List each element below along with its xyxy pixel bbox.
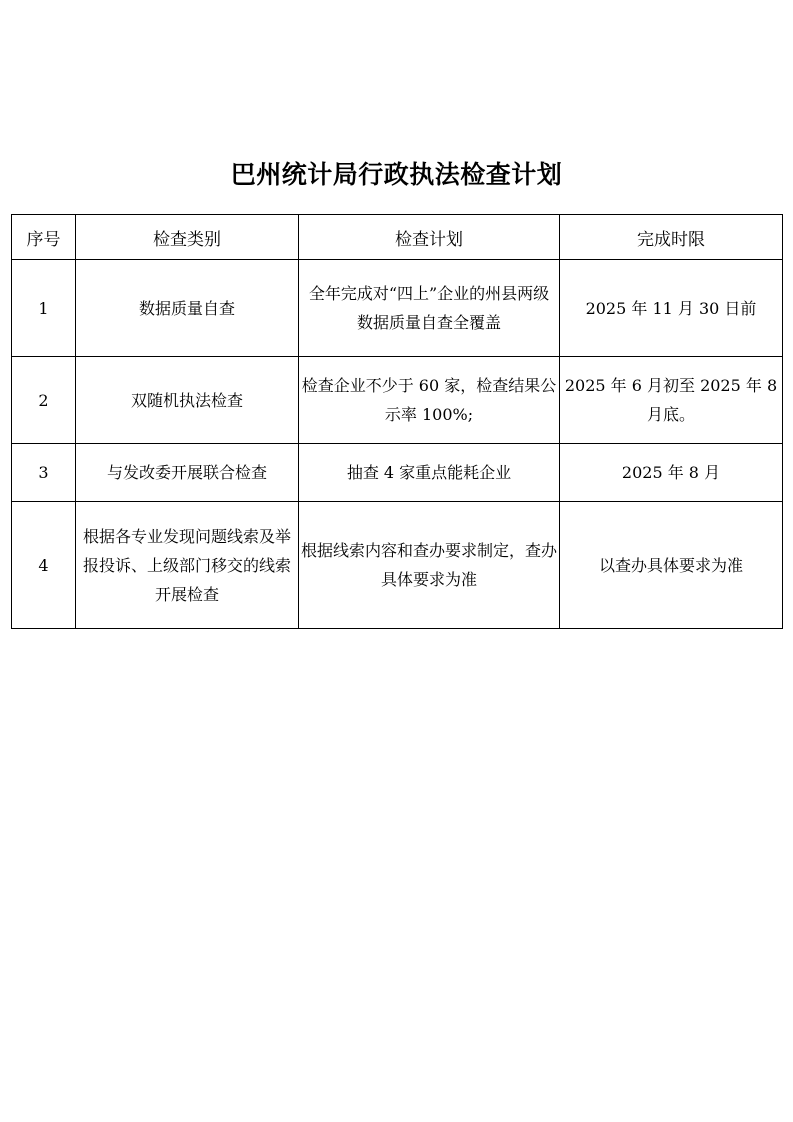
row-serial-number: 1 <box>12 260 76 357</box>
row-serial-number: 3 <box>12 444 76 502</box>
row-deadline: 2025 年 6 月初至 2025 年 8 月底。 <box>560 357 783 444</box>
row-category: 数据质量自查 <box>76 260 299 357</box>
row-serial-number: 4 <box>12 502 76 629</box>
row-category: 双随机执法检查 <box>76 357 299 444</box>
table-row <box>12 357 783 444</box>
inspection-plan-table <box>11 214 783 629</box>
row-category: 与发改委开展联合检查 <box>76 444 299 502</box>
table-header-row <box>12 215 783 260</box>
table-row <box>12 260 783 357</box>
row-deadline: 2025 年 11 月 30 日前 <box>560 260 783 357</box>
row-plan: 根据线索内容和查办要求制定，查办具体要求为准 <box>299 502 560 629</box>
header-inspection-plan: 检查计划 <box>299 215 560 260</box>
header-serial-number: 序号 <box>12 215 76 260</box>
row-plan: 抽查 4 家重点能耗企业 <box>299 444 560 502</box>
header-deadline: 完成时限 <box>560 215 783 260</box>
row-category: 根据各专业发现问题线索及举报投诉、上级部门移交的线索开展检查 <box>76 502 299 629</box>
header-inspection-category: 检查类别 <box>76 215 299 260</box>
table-row <box>12 502 783 629</box>
row-plan: 全年完成对“四上”企业的州县两级数据质量自查全覆盖 <box>299 260 560 357</box>
row-deadline: 2025 年 8 月 <box>560 444 783 502</box>
row-plan: 检查企业不少于 60 家，检查结果公示率 100%; <box>299 357 560 444</box>
row-deadline: 以查办具体要求为准 <box>560 502 783 629</box>
row-serial-number: 2 <box>12 357 76 444</box>
table-row <box>12 444 783 502</box>
page-title: 巴州统计局行政执法检查计划 <box>230 160 563 189</box>
